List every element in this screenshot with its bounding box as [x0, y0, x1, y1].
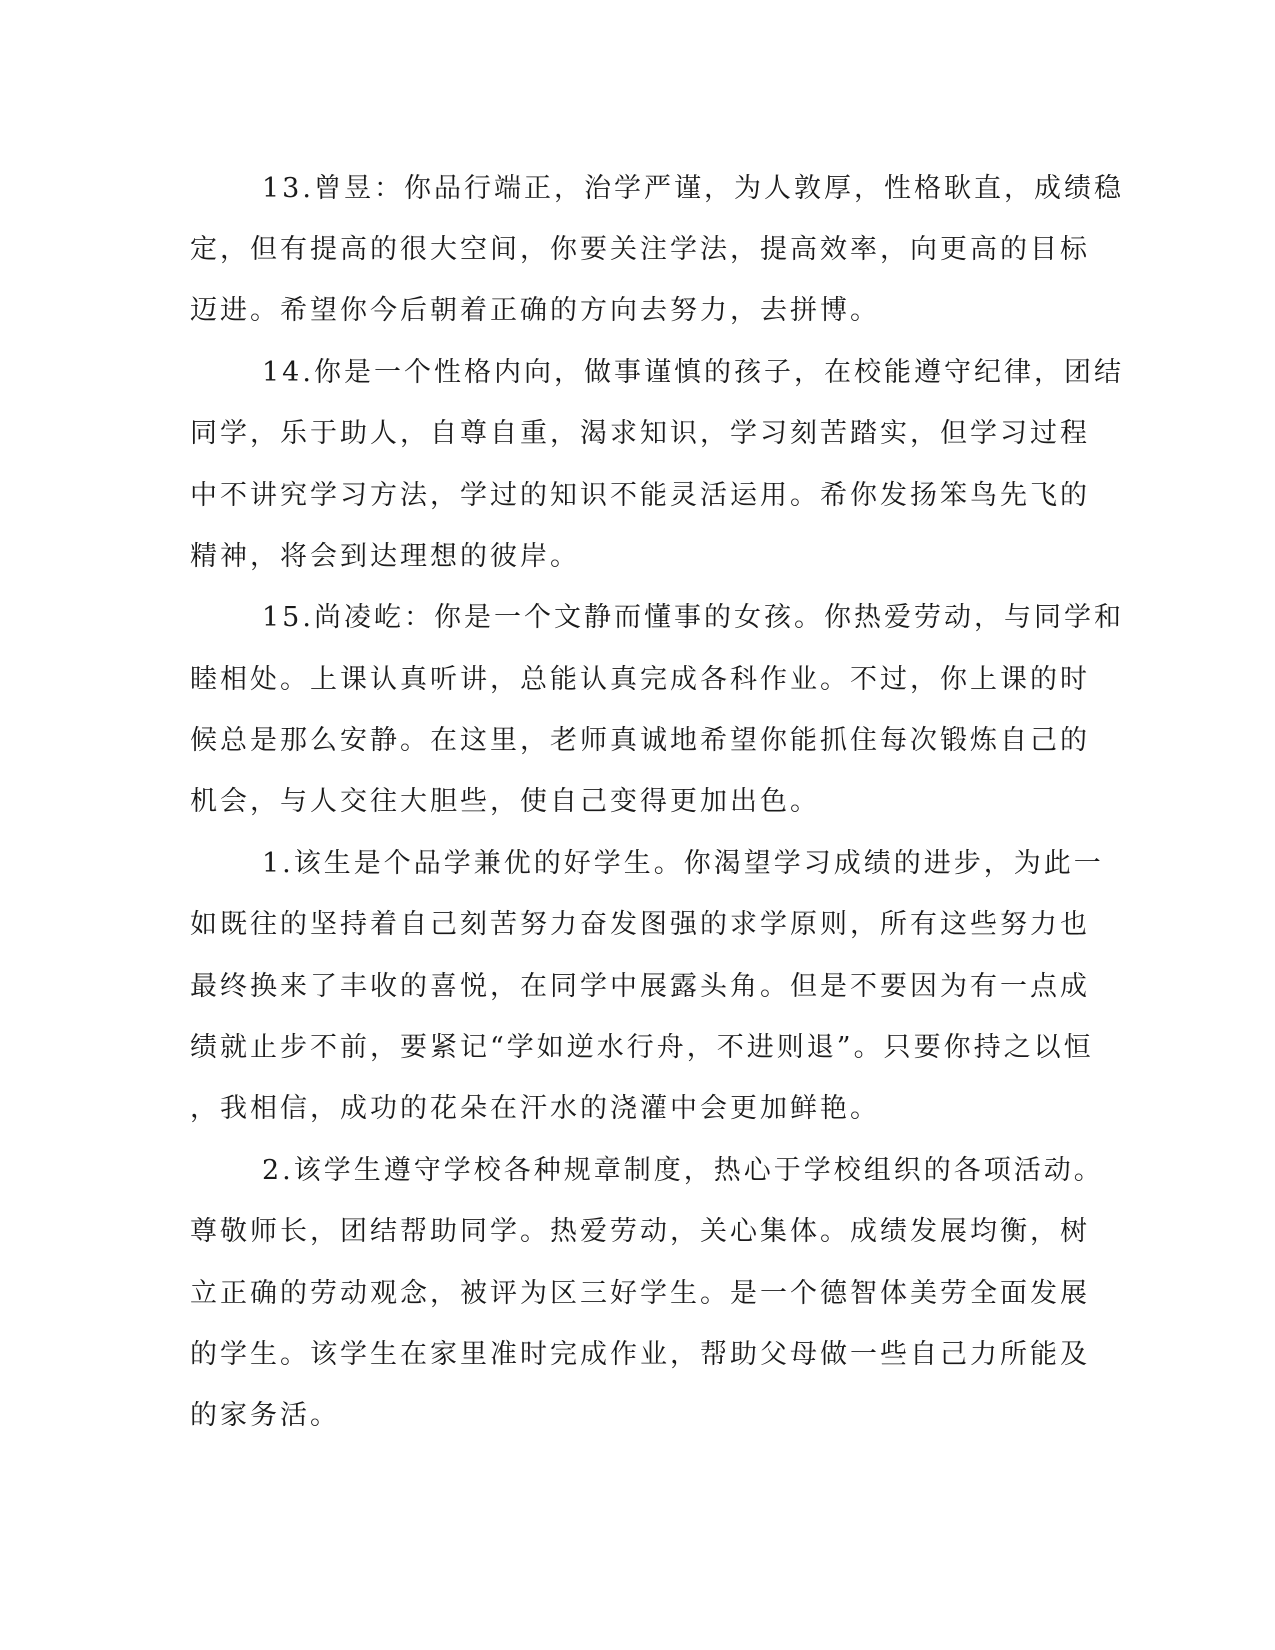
text-line: 的家务活。 — [190, 1400, 340, 1431]
text-line: 15.尚凌屹：你是一个文静而懂事的女孩。你热爱劳动，与同学和 — [262, 602, 1124, 633]
text-line: 精神，将会到达理想的彼岸。 — [190, 541, 580, 572]
text-line: ，我相信，成功的花朵在汗水的浇灌中会更加鲜艳。 — [190, 1093, 880, 1124]
text-line: 立正确的劳动观念，被评为区三好学生。是一个德智体美劳全面发展 — [190, 1278, 1090, 1309]
text-line: 如既往的坚持着自己刻苦努力奋发图强的求学原则，所有这些努力也 — [190, 909, 1090, 940]
text-line: 13.曾昱：你品行端正，治学严谨，为人敦厚，性格耿直，成绩稳 — [262, 173, 1124, 204]
text-line: 同学，乐于助人，自尊自重，渴求知识，学习刻苦踏实，但学习过程 — [190, 418, 1090, 449]
text-line: 中不讲究学习方法，学过的知识不能灵活运用。希你发扬笨鸟先飞的 — [190, 480, 1090, 511]
text-line: 的学生。该学生在家里准时完成作业，帮助父母做一些自己力所能及 — [190, 1339, 1090, 1370]
text-line: 候总是那么安静。在这里，老师真诚地希望你能抓住每次锻炼自己的 — [190, 725, 1090, 756]
text-line: 机会，与人交往大胆些，使自己变得更加出色。 — [190, 786, 820, 817]
text-line: 2.该学生遵守学校各种规章制度，热心于学校组织的各项活动。 — [262, 1155, 1104, 1186]
text-line: 最终换来了丰收的喜悦，在同学中展露头角。但是不要因为有一点成 — [190, 971, 1090, 1002]
text-line: 1.该生是个品学兼优的好学生。你渴望学习成绩的进步，为此一 — [262, 848, 1104, 879]
text-line: 定，但有提高的很大空间，你要关注学法，提高效率，向更高的目标 — [190, 234, 1090, 265]
text-line: 绩就止步不前，要紧记“学如逆水行舟，不进则退”。只要你持之以恒 — [190, 1032, 1094, 1063]
text-line: 尊敬师长，团结帮助同学。热爱劳动，关心集体。成绩发展均衡，树 — [190, 1216, 1090, 1247]
text-line: 睦相处。上课认真听讲，总能认真完成各科作业。不过，你上课的时 — [190, 664, 1090, 695]
text-line: 迈进。希望你今后朝着正确的方向去努力，去拼博。 — [190, 295, 880, 326]
text-line: 14.你是一个性格内向，做事谨慎的孩子，在校能遵守纪律，团结 — [262, 357, 1124, 388]
